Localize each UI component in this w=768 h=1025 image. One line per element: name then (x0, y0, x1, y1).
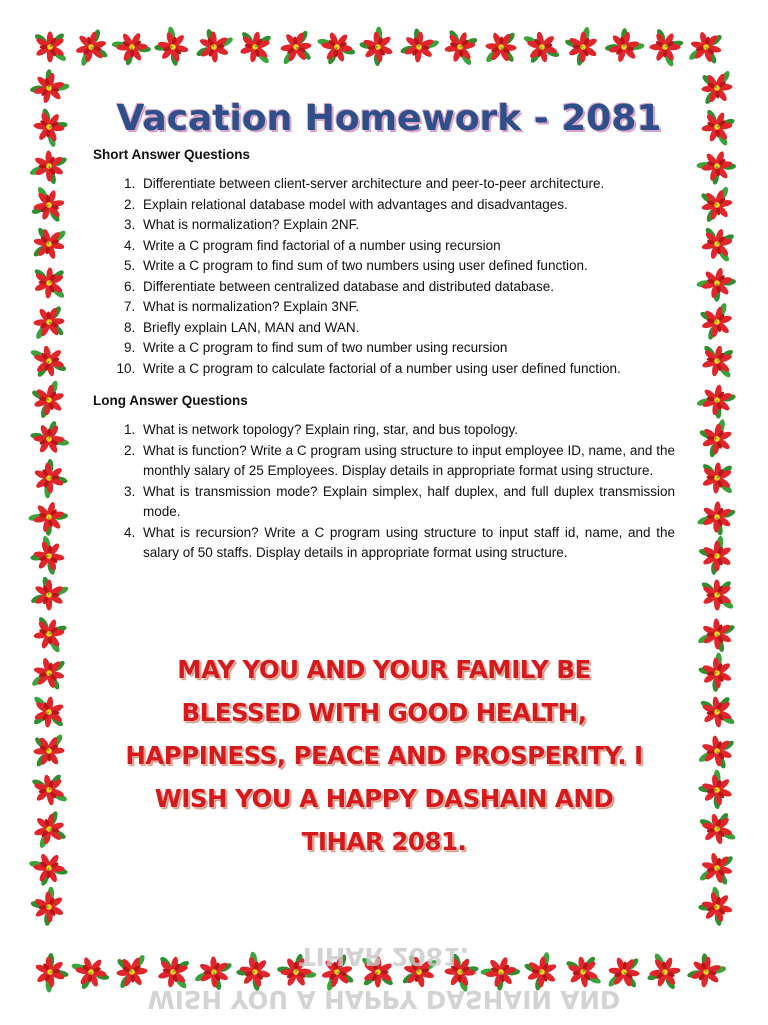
poinsettia-icon (27, 184, 70, 225)
short-answer-heading: Short Answer Questions (93, 147, 251, 162)
poinsettia-icon (439, 27, 482, 68)
poinsettia-icon (699, 461, 736, 495)
poinsettia-icon (150, 24, 196, 70)
wish-line: MAY YOU AND YOUR FAMILY BE (177, 655, 591, 684)
poinsettia-icon (522, 28, 562, 66)
poinsettia-icon (33, 32, 67, 63)
poinsettia-icon (601, 24, 647, 70)
poinsettia-icon (30, 224, 68, 264)
poinsettia-icon (26, 105, 72, 150)
poinsettia-icon (694, 377, 740, 423)
poinsettia-icon (694, 495, 739, 541)
poinsettia-icon (561, 24, 605, 69)
poinsettia-icon (30, 772, 69, 809)
poinsettia-icon (32, 304, 65, 340)
poinsettia-icon (33, 733, 65, 768)
poinsettia-icon (699, 694, 737, 729)
poinsettia-icon (697, 848, 736, 889)
poinsettia-icon (71, 27, 110, 68)
poinsettia-icon (26, 65, 72, 111)
list-item: 2. What is function? Write a C program using structure to input employee ID, name, and the monthly salary of 25 Employees. Display details in appropriate format using structure. (139, 441, 675, 482)
poinsettia-icon (236, 29, 275, 66)
list-item: 9. Write a C program to find sum of two number using recursion (139, 338, 675, 359)
poinsettia-icon (697, 301, 737, 343)
poinsettia-icon (700, 69, 734, 106)
poinsettia-icon (694, 260, 740, 306)
list-item: 1. What is network topology? Explain ring, star, and bus topology. (139, 420, 675, 441)
poinsettia-icon (26, 884, 71, 930)
poinsettia-icon (643, 25, 688, 69)
poinsettia-icon (687, 27, 725, 68)
list-item: 10. Write a C program to calculate factorial of a number using user defined function. (139, 359, 675, 380)
poinsettia-icon (31, 266, 67, 299)
poinsettia-icon (315, 26, 358, 68)
poinsettia-icon (696, 417, 738, 461)
poinsettia-icon (484, 29, 517, 65)
wish-line: WISH YOU A HAPPY DASHAIN AND (154, 784, 614, 813)
poinsettia-icon (26, 847, 70, 890)
poinsettia-icon (27, 144, 71, 189)
poinsettia-icon (109, 25, 154, 69)
poinsettia-icon (696, 730, 737, 773)
poinsettia-icon (697, 810, 737, 848)
poinsettia-icon (698, 185, 735, 224)
poinsettia-icon (695, 533, 739, 578)
reflection-line: TIHAR 2081. (298, 942, 470, 971)
poinsettia-icon (696, 106, 740, 148)
list-item: 6. Differentiate between centralized database and distributed database. (139, 277, 675, 298)
poinsettia-icon (694, 650, 739, 696)
poinsettia-icon (28, 949, 73, 995)
reflection-line: WISH YOU A HAPPY DASHAIN AND (147, 985, 621, 1014)
poinsettia-icon (27, 455, 72, 501)
poinsettia-icon (27, 572, 71, 617)
list-item: 7. What is normalization? Explain 3NF. (139, 297, 675, 318)
wish-line: BLESSED WITH GOOD HEALTH, (181, 698, 587, 727)
poinsettia-icon (694, 143, 740, 189)
poinsettia-icon (29, 342, 69, 380)
poinsettia-icon (355, 24, 401, 70)
long-answer-list (93, 420, 675, 564)
poinsettia-icon (25, 494, 71, 540)
list-item: 4. Write a C program find factorial of a number using recursion (139, 236, 675, 257)
poinsettia-icon (397, 24, 442, 70)
homework-content (93, 98, 675, 574)
wish-reflection (88, 942, 680, 1025)
list-item: 1. Differentiate between client-server architecture and peer-to-peer architecture. (139, 174, 675, 195)
poinsettia-icon (30, 695, 67, 730)
poinsettia-icon (684, 949, 730, 995)
list-item: 8. Briefly explain LAN, MAN and WAN. (139, 318, 675, 339)
short-answer-list (93, 174, 675, 379)
poinsettia-icon (26, 533, 72, 579)
poinsettia-icon (695, 612, 738, 657)
wish-line: TIHAR 2081. (301, 827, 467, 856)
poinsettia-icon (193, 24, 236, 68)
poinsettia-icon (694, 884, 740, 930)
long-answer-heading: Long Answer Questions (93, 393, 248, 408)
list-item: 5. Write a C program to find sum of two numbers using user defined function. (139, 256, 675, 277)
poinsettia-icon (698, 343, 737, 380)
poinsettia-icon (30, 653, 68, 694)
list-item: 3. What is transmission mode? Explain simplex, half duplex, and full duplex transmission mode. (139, 482, 675, 523)
poinsettia-icon (279, 29, 314, 66)
poinsettia-icon (28, 378, 69, 421)
poinsettia-icon (694, 766, 740, 812)
poinsettia-icon (28, 613, 71, 655)
poinsettia-icon (27, 417, 72, 461)
wish-line: HAPPINESS, PEACE AND PROSPERITY. I (125, 741, 643, 770)
festival-wish (88, 648, 680, 863)
poinsettia-icon (697, 224, 739, 264)
list-item: 2. Explain relational database model with advantages and disadvantages. (139, 195, 675, 216)
list-item: 4. What is recursion? Write a C program using structure to input staff id, name, and the salary of 50 staffs. Display details in appropriate format using structure. (139, 523, 675, 564)
poinsettia-icon (700, 579, 735, 611)
poinsettia-icon (29, 808, 69, 850)
list-item: 3. What is normalization? Explain 2NF. (139, 215, 675, 236)
page-title: Vacation Homework - 2081 (116, 98, 662, 139)
